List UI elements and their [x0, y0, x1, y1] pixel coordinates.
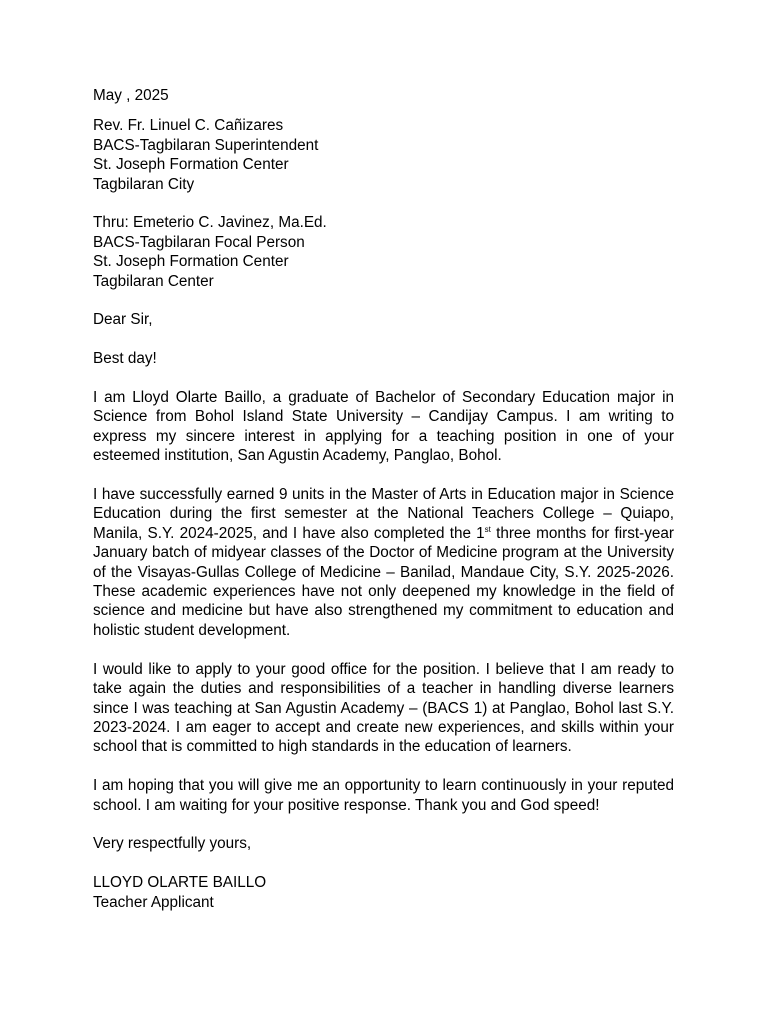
- body-paragraph-2: [93, 485, 674, 640]
- greeting: Best day!: [93, 350, 157, 368]
- recipient-title: BACS-Tagbilaran Superintendent: [93, 136, 319, 154]
- letter-page: [93, 86, 674, 912]
- signature-block: [93, 873, 674, 912]
- thru-address: [93, 213, 674, 291]
- body-paragraph-4: I am hoping that you will give me an opportunity to learn continuously in your reputed school. I am waiting for your positive response. Thank you and God speed!: [93, 777, 674, 814]
- signatory-title: Teacher Applicant: [93, 893, 214, 911]
- thru-name: Thru: Emeterio C. Javinez, Ma.Ed.: [93, 214, 327, 232]
- body-paragraph-2-part-1: I have successfully earned 9 units in the Master of Arts in Education major in Science Education during the first semester at the National Teachers College – Quiapo, Manila, S.Y. 2024-2025, and I have also completed the 1: [93, 486, 674, 542]
- salutation: Dear Sir,: [93, 311, 153, 329]
- recipient-org: St. Joseph Formation Center: [93, 156, 289, 174]
- body-paragraph-1: I am Lloyd Olarte Baillo, a graduate of Bachelor of Secondary Education major in Science from Bohol Island State University – Candijay Campus. I am writing to express my sincere interest in applying for a teaching position in one of your esteemed institution, San Agustin Academy, Panglao, Bohol.: [93, 389, 674, 465]
- signatory-name: LLOYD OLARTE BAILLO: [93, 874, 267, 892]
- closing: Very respectfully yours,: [93, 835, 252, 853]
- letter-date: May , 2025: [93, 87, 169, 104]
- recipient-city: Tagbilaran City: [93, 175, 195, 193]
- date-block: [93, 86, 674, 105]
- recipient-address: [93, 116, 674, 194]
- thru-city: Tagbilaran Center: [93, 272, 214, 290]
- body-paragraph-2-part-2: three months for first-year January batch of midyear classes of the Doctor of Medicine program at the University of the Visayas-Gullas College of Medicine – Banilad, Mandaue City, S.Y. 2025-2026. These academic experiences have not only deepened my knowledge in the field of science and medicine but have also strengthened my commitment to education and holistic student development.: [93, 524, 674, 639]
- body-paragraph-3: I would like to apply to your good office for the position. I believe that I am ready to take again the duties and responsibilities of a teacher in handling diverse learners since I was teaching at San Agustin Academy – (BACS 1) at Panglao, Bohol last S.Y. 2023-2024. I am eager to accept and create new experiences, and skills within your school that is committed to high standards in the education of learners.: [93, 660, 674, 756]
- thru-org: St. Joseph Formation Center: [93, 253, 289, 271]
- recipient-name: Rev. Fr. Linuel C. Cañizares: [93, 117, 284, 135]
- ordinal-superscript: st: [484, 524, 491, 534]
- thru-title: BACS-Tagbilaran Focal Person: [93, 233, 305, 251]
